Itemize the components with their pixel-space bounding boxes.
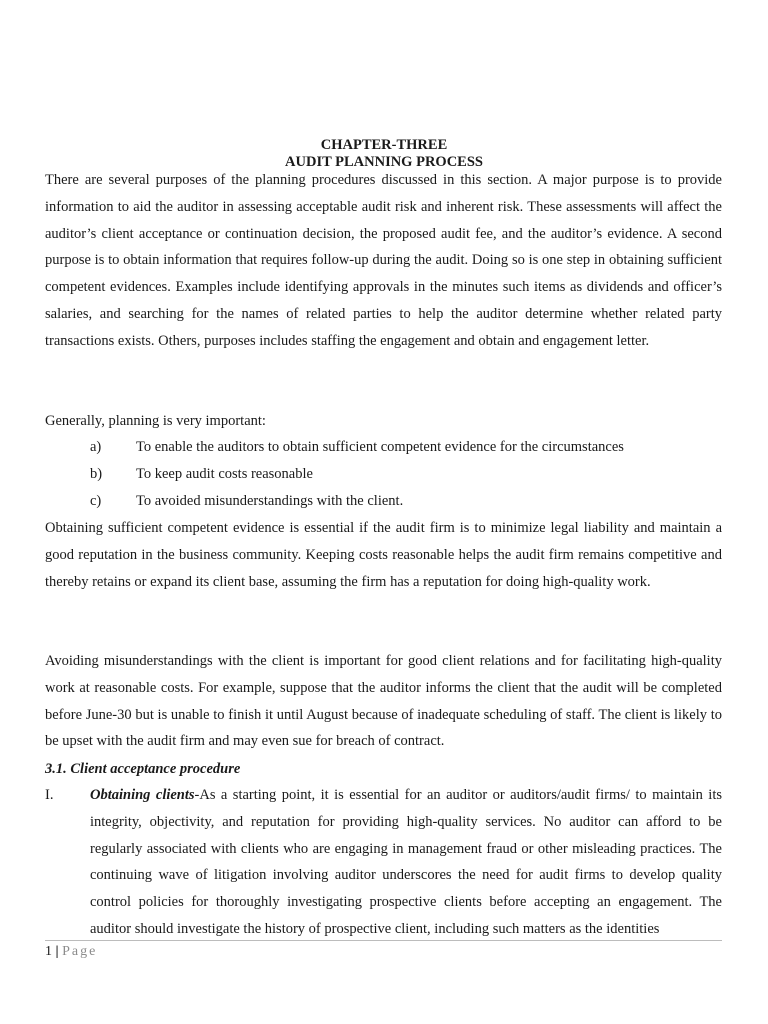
footer-separator: | bbox=[55, 944, 59, 959]
paragraph-evidence: Obtaining sufficient competent evidence is essential if the audit firm is to minimize legal liability and maintain a good reputation in the business community. Keeping costs reasonable helps the audit firm remains competitive and thereby retains or expand its client base, assuming the firm has a reputation for doing high-quality work. bbox=[45, 520, 722, 590]
chapter-title: AUDIT PLANNING PROCESS bbox=[285, 154, 483, 170]
paragraph-purposes: There are several purposes of the planning procedures discussed in this section. A major purpose is to provide information to aid the auditor in assessing acceptable audit risk and inherent risk. These assessments will affect the auditor’s client acceptance or continuation decision, the proposed audit fee, and the auditor’s evidence. A second purpose is to obtain information that requires follow-up during the audit. Doing so is one step in obtaining sufficient competent evidences. Examples include identifying approvals in the minutes such items as dividends and officer’s salaries, and searching for the names of related parties to help the auditor determine whether related party transactions exists. Others, purposes includes staffing the engagement and obtain and engagement letter. bbox=[45, 172, 722, 349]
list-text: To keep audit costs reasonable bbox=[136, 466, 313, 482]
section-heading: 3.1. Client acceptance procedure bbox=[45, 761, 241, 777]
list-text: To enable the auditors to obtain sufficient competent evidence for the circumstances bbox=[136, 439, 624, 455]
list-marker: c) bbox=[90, 493, 102, 509]
chapter-heading: CHAPTER-THREE bbox=[320, 137, 448, 153]
paragraph-misunderstandings: Avoiding misunderstandings with the client is important for good client relations and for facilitating high-quality work at reasonable costs. For example, suppose that the auditor informs the client that the audit will be completed before June-30 but is unable to finish it until August because of inadequate scheduling of staff. The client is likely to be upset with the audit firm and may even sue for breach of contract. bbox=[45, 653, 722, 750]
page-footer bbox=[45, 943, 97, 961]
list-intro: Generally, planning is very important: bbox=[45, 413, 266, 429]
page-label: Page bbox=[62, 944, 98, 959]
item-marker: I. bbox=[45, 787, 54, 803]
list-marker: b) bbox=[90, 466, 103, 482]
list-text: To avoided misunderstandings with the client. bbox=[136, 493, 404, 509]
list-marker: a) bbox=[90, 439, 102, 455]
item-text: -As a starting point, it is essential for an auditor or auditors/audit firms/ to maintain its integrity, objectivity, and reputation for providing high-quality services. No auditor can afford to be regularly associated with clients who are engaging in management fraud or other misleading practices. The continuing wave of litigation involving auditor underscores the need for audit firms to develop quality control policies for thoroughly investigating prospective clients before accepting an engagement. The auditor should investigate the history of prospective client, including such matters as the identities bbox=[90, 787, 722, 937]
item-title: Obtaining clients bbox=[90, 787, 195, 803]
footer-divider bbox=[45, 940, 722, 941]
page-number: 1 bbox=[45, 944, 52, 959]
item-obtaining-clients bbox=[90, 782, 722, 943]
